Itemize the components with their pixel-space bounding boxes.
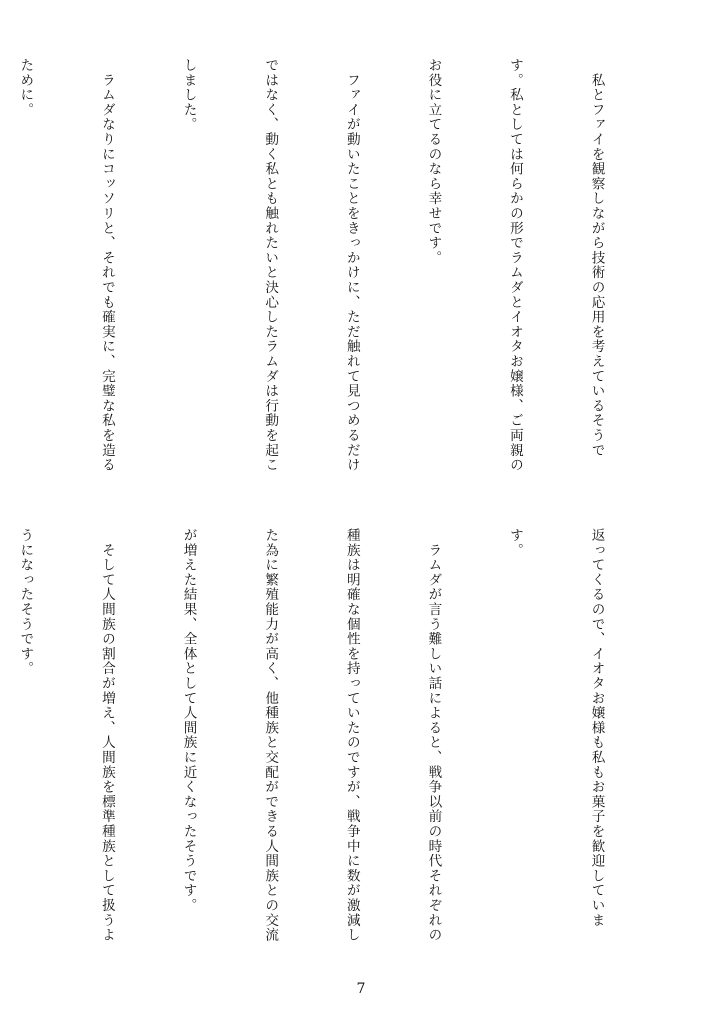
text-line: 私とファイを観察しながら技術の応用を考えているそうで: [588, 58, 605, 458]
text-line: が増えた結果、全体として人間族に近くなったそうです。: [180, 528, 197, 913]
text-line: ラムダが言う難しい話によると、戦争以前の時代それぞれの: [425, 528, 442, 943]
text-tier-bottom: [17, 528, 664, 976]
text-line: しました。: [180, 58, 197, 132]
text-line: ために。: [17, 58, 34, 118]
text-line: す。私としては何らかの形でラムダとイオタお嬢様、ご両親の: [506, 58, 523, 473]
text-line: 返ってくるので、イオタお嬢様も私もお菓子を歓迎していま: [588, 528, 605, 928]
page-number: 7: [356, 981, 366, 997]
text-line: 種族は明確な個性を持っていたのですが、戦争中に数が激減し: [343, 528, 360, 943]
text-tier-top: [17, 58, 664, 506]
text-line: た為に繁殖能力が高く、他種族と交配ができる人間族との交流: [262, 528, 279, 943]
text-line: す。: [506, 528, 523, 558]
text-line: お役に立てるのなら幸せです。: [425, 58, 442, 266]
text-line: うになったそうです。: [17, 528, 34, 676]
text-line: ラムダなりにコッソリと、それでも確実に、完璧な私を造る: [98, 58, 115, 473]
text-line: ではなく、動く私とも触れたいと決心したラムダは行動を起こ: [262, 58, 279, 473]
text-line: そして人間族の割合が増え、人間族を標準種族として扱うよ: [98, 528, 115, 943]
text-line: ファイが動いたことをきっかけに、ただ触れて見つめるだけ: [343, 58, 360, 473]
